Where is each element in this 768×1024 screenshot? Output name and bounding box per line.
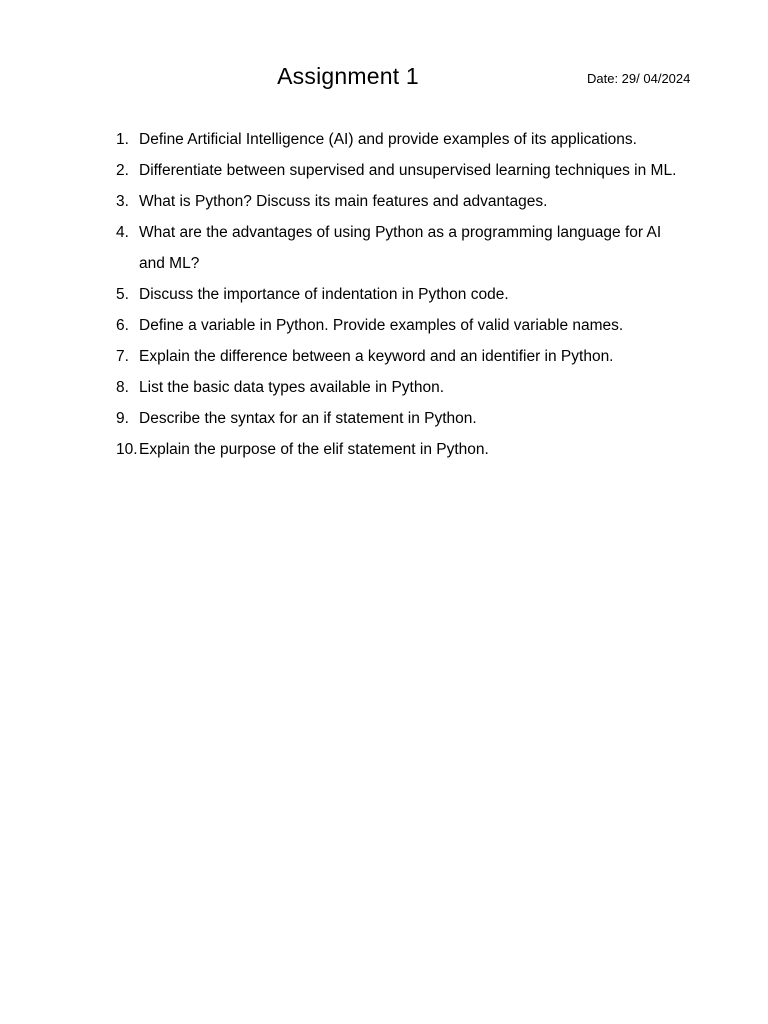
question-item <box>116 434 686 465</box>
question-text: Explain the difference between a keyword and an identifier in Python. <box>139 348 614 365</box>
document-date: Date: 29/ 04/2024 <box>587 71 691 86</box>
question-item <box>116 341 686 372</box>
question-text: What is Python? Discuss its main features and advantages. <box>139 193 548 210</box>
question-item <box>116 403 686 434</box>
question-item <box>116 372 686 403</box>
question-number: 7. <box>116 348 129 365</box>
question-number: 9. <box>116 410 129 427</box>
question-text: Define Artificial Intelligence (AI) and provide examples of its applications. <box>139 131 637 148</box>
question-number: 2. <box>116 162 129 179</box>
question-number: 5. <box>116 286 129 303</box>
question-text: Discuss the importance of indentation in Python code. <box>139 286 509 303</box>
question-number: 6. <box>116 317 129 334</box>
question-item <box>116 217 686 279</box>
question-number: 10. <box>116 441 138 458</box>
question-item <box>116 186 686 217</box>
question-item <box>116 310 686 341</box>
question-text: Describe the syntax for an if statement in Python. <box>139 410 477 427</box>
question-text: List the basic data types available in Python. <box>139 379 445 396</box>
question-item <box>116 124 686 155</box>
question-number: 1. <box>116 131 129 148</box>
question-text: Explain the purpose of the elif statement in Python. <box>139 441 489 458</box>
question-number: 4. <box>116 224 129 241</box>
question-text: Differentiate between supervised and unsupervised learning techniques in ML. <box>139 162 677 179</box>
document-title: Assignment 1 <box>277 63 419 89</box>
question-text: What are the advantages of using Python as a programming language for AI and ML? <box>139 224 662 272</box>
question-number: 8. <box>116 379 129 396</box>
question-list <box>116 124 686 465</box>
question-item <box>116 155 686 186</box>
question-text: Define a variable in Python. Provide examples of valid variable names. <box>139 317 624 334</box>
question-number: 3. <box>116 193 129 210</box>
question-item <box>116 279 686 310</box>
